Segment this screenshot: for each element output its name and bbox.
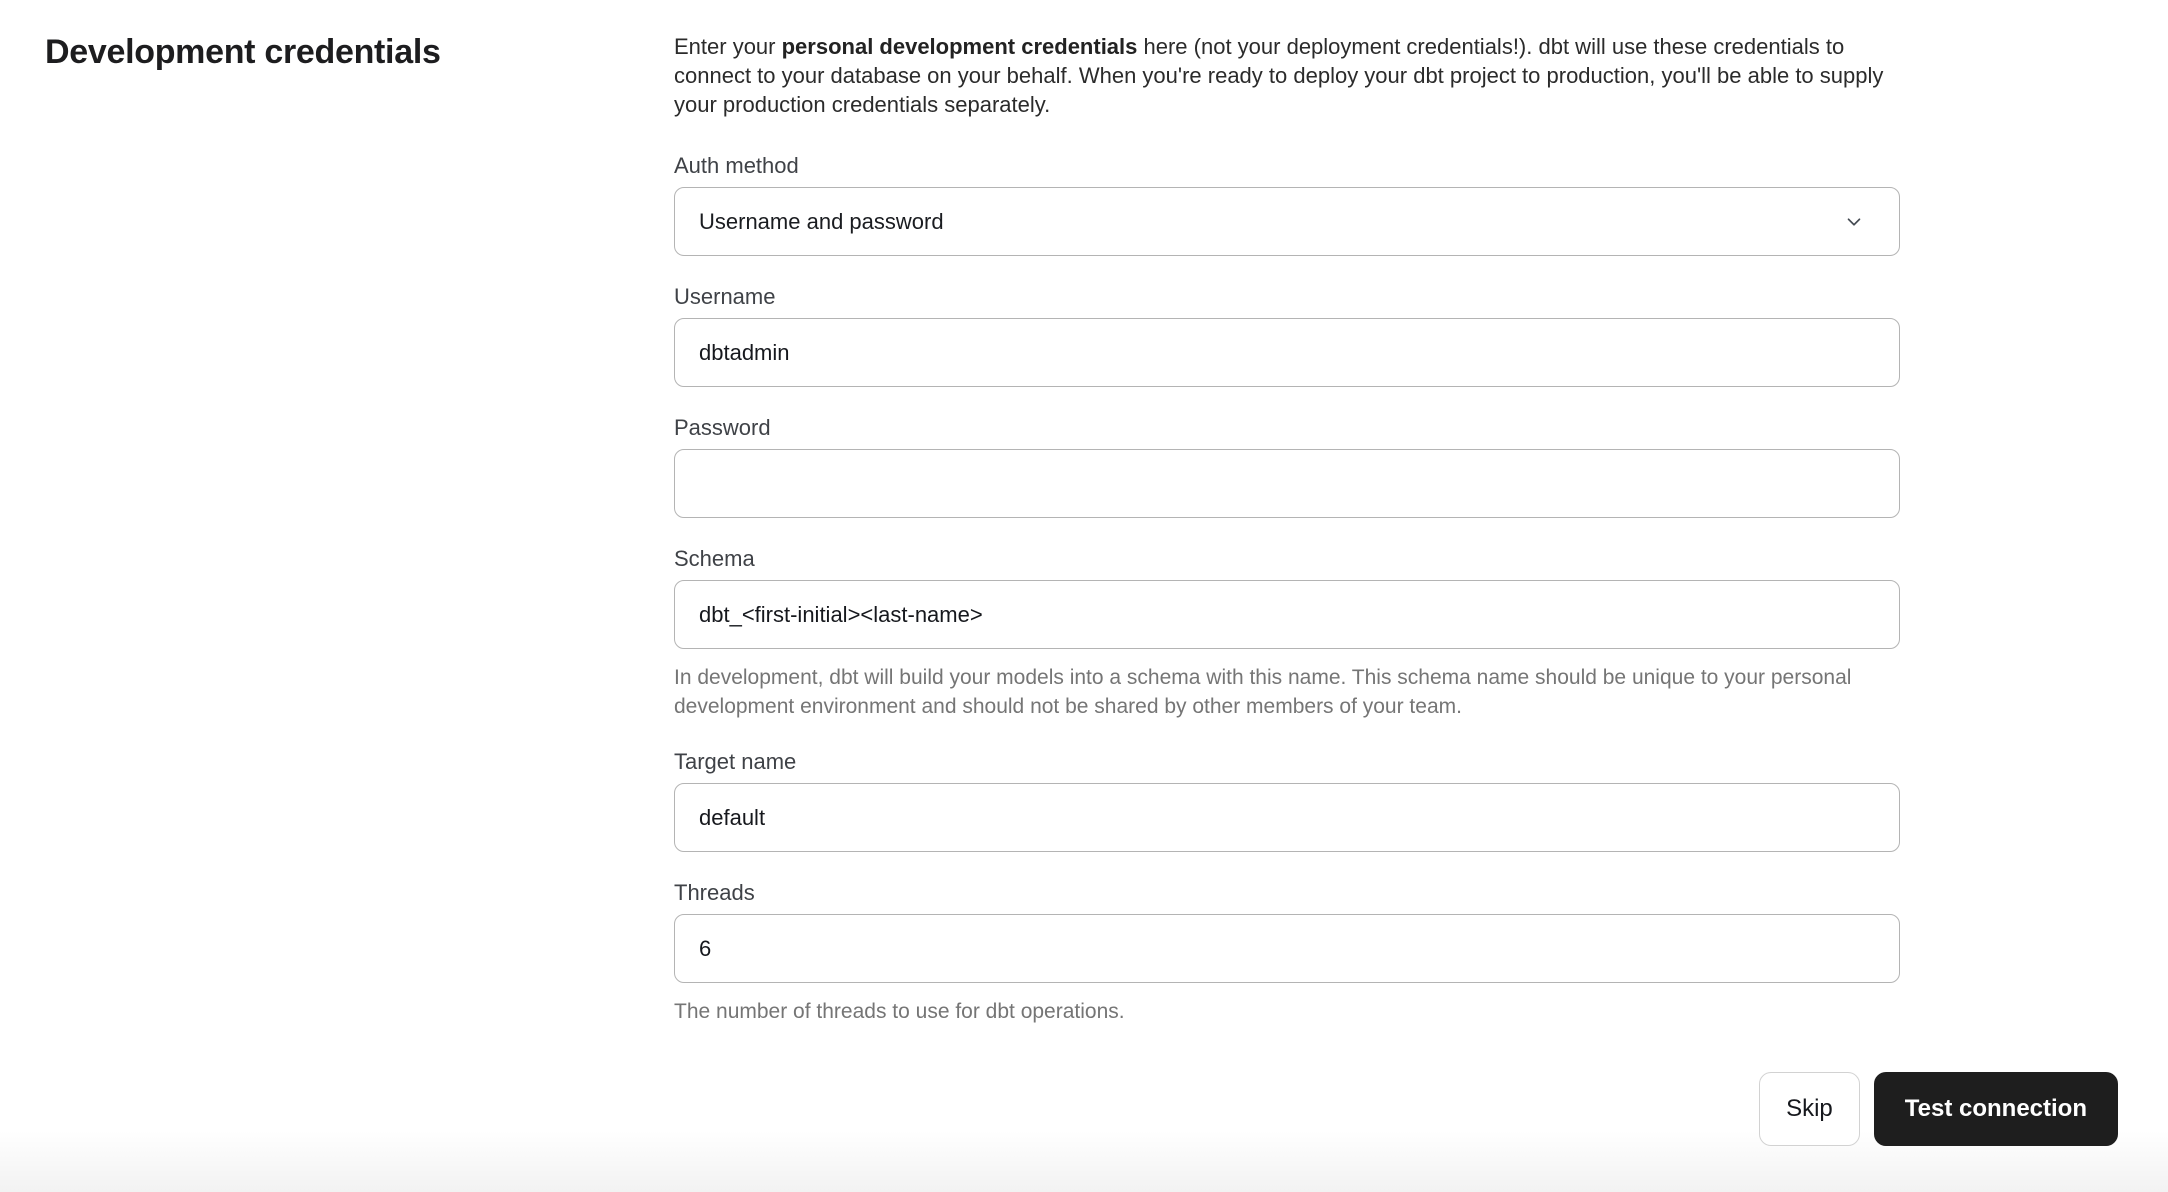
auth-method-select[interactable] <box>674 187 1900 256</box>
chevron-down-icon <box>1843 211 1865 233</box>
intro-paragraph <box>674 32 1900 119</box>
intro-text-bold: personal development credentials <box>781 34 1138 59</box>
username-label: Username <box>674 284 776 309</box>
test-connection-button[interactable]: Test connection <box>1874 1072 2118 1146</box>
target-name-input[interactable] <box>674 783 1900 852</box>
schema-helper-text: In development, dbt will build your models into a schema with this name. This schema name should be unique to your personal development environment and should not be shared by other members of your team. <box>674 666 1852 718</box>
password-label: Password <box>674 415 771 440</box>
schema-input[interactable] <box>674 580 1900 649</box>
password-input[interactable] <box>674 449 1900 518</box>
threads-field <box>674 880 1900 1026</box>
threads-label: Threads <box>674 880 755 905</box>
section-title-column <box>0 0 674 1192</box>
schema-field <box>674 546 1900 721</box>
threads-input[interactable] <box>674 914 1900 983</box>
username-field <box>674 284 1900 387</box>
intro-text-suffix: here (not your deployment credentials!). dbt will use these credentials to connect to your database on your behalf. When you're ready to deploy your dbt project to production, you'll be able to supply your production credentials separately. <box>674 34 1884 117</box>
target-name-field <box>674 749 1900 852</box>
page-title: Development credentials <box>45 33 441 71</box>
threads-helper-text: The number of threads to use for dbt operations. <box>674 1000 1125 1023</box>
intro-text-prefix: Enter your <box>674 34 782 59</box>
auth-method-field <box>674 153 1900 256</box>
schema-label: Schema <box>674 546 755 571</box>
footer-actions <box>1759 1072 2118 1146</box>
auth-method-selected-value: Username and password <box>699 208 944 234</box>
target-name-label: Target name <box>674 749 797 774</box>
skip-button[interactable]: Skip <box>1759 1072 1860 1146</box>
username-input[interactable] <box>674 318 1900 387</box>
auth-method-label: Auth method <box>674 153 799 178</box>
password-field <box>674 415 1900 518</box>
credentials-form <box>674 0 1900 1192</box>
